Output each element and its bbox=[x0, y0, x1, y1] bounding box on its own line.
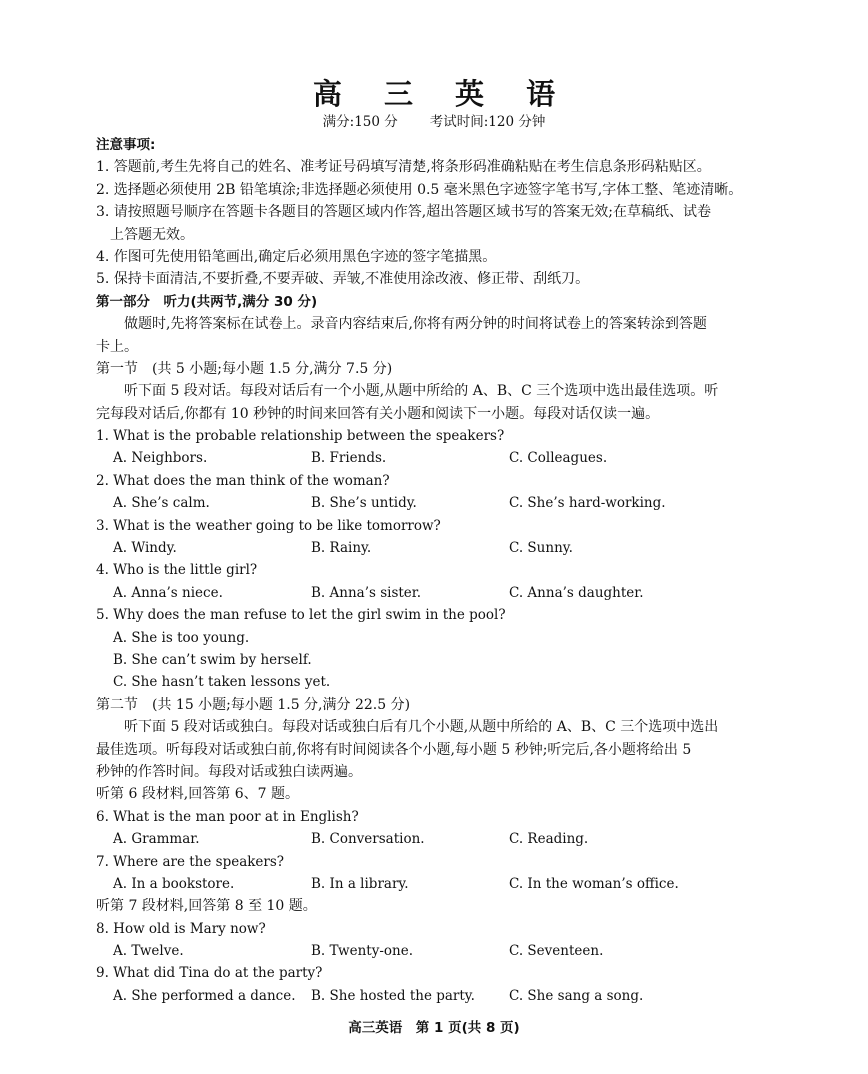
exam-time: 考试时间:120 分钟 bbox=[429, 114, 546, 130]
part1-intro: 做题时,先将答案标在试卷上。录音内容结束后,你将有两分钟的时间将试卷上的答案转涂到答题 bbox=[124, 316, 707, 333]
section2-intro: 秒钟的作答时间。每段对话或独白读两遍。 bbox=[96, 763, 362, 780]
option-c: C. Reading. bbox=[509, 831, 589, 848]
section2-intro: 最佳选项。听每段对话或独白前,你将有时间阅读各个小题,每小题 5 秒钟;听完后,各小题将给出 5 bbox=[96, 741, 692, 758]
option-c: C. She sang a song. bbox=[509, 987, 644, 1004]
exam-info bbox=[0, 110, 868, 130]
option-a: A. Anna’s niece. bbox=[113, 584, 223, 601]
option-c: C. Sunny. bbox=[509, 540, 573, 557]
question-stem: 7. Where are the speakers? bbox=[96, 853, 285, 870]
full-score: 满分:150 分 bbox=[322, 114, 398, 130]
option-a: A. She performed a dance. bbox=[113, 987, 296, 1004]
notice-item: 3. 请按照题号顺序在答题卡各题目的答题区域内作答,超出答题区域书写的答案无效;在草稿纸、试卷 bbox=[96, 204, 711, 221]
notice-item: 4. 作图可先使用铅笔画出,确定后必须用黑色字迹的签字笔描黑。 bbox=[96, 248, 497, 265]
question-stem: 1. What is the probable relationship between the speakers? bbox=[96, 428, 505, 445]
notice-item: 2. 选择题必须使用 2B 铅笔填涂;非选择题必须使用 0.5 毫米黑色字迹签字笔书写,字体工整、笔迹清晰。 bbox=[96, 181, 743, 198]
option-b: B. She can’t swim by herself. bbox=[113, 651, 312, 668]
question-stem: 9. What did Tina do at the party? bbox=[96, 965, 323, 982]
option-b: B. Friends. bbox=[311, 450, 387, 467]
option-b: B. In a library. bbox=[311, 875, 409, 892]
page-footer: 高三英语 第 1 页(共 8 页) bbox=[348, 1020, 520, 1036]
question-stem: 5. Why does the man refuse to let the girl swim in the pool? bbox=[96, 607, 506, 624]
question-options bbox=[96, 828, 786, 850]
question-stem: 8. How old is Mary now? bbox=[96, 920, 266, 937]
question-options bbox=[96, 447, 786, 469]
section1-intro: 听下面 5 段对话。每段对话后有一个小题,从题中所给的 A、B、C 三个选项中选出最佳选项。听 bbox=[124, 383, 719, 400]
option-a: A. Neighbors. bbox=[113, 450, 208, 467]
question-options bbox=[96, 940, 786, 962]
option-b: B. Anna’s sister. bbox=[311, 584, 422, 601]
question-options bbox=[96, 985, 786, 1007]
question-stem: 3. What is the weather going to be like tomorrow? bbox=[96, 517, 441, 534]
section2-intro: 听下面 5 段对话或独白。每段对话或独白后有几个小题,从题中所给的 A、B、C 三个选项中选出 bbox=[124, 719, 719, 736]
question-stem: 4. Who is the little girl? bbox=[96, 562, 258, 579]
part1-heading: 第一部分 听力(共两节,满分 30 分) bbox=[96, 293, 318, 310]
part1-intro: 卡上。 bbox=[96, 338, 138, 355]
option-c: C. Colleagues. bbox=[509, 450, 608, 467]
notice-item: 1. 答题前,考生先将自己的姓名、准考证号码填写清楚,将条形码准确粘贴在考生信息条形码粘贴区。 bbox=[96, 159, 711, 176]
material-instruction: 听第 6 段材料,回答第 6、7 题。 bbox=[96, 786, 299, 803]
notice-item: 5. 保持卡面清洁,不要折叠,不要弄破、弄皱,不准使用涂改液、修正带、刮纸刀。 bbox=[96, 271, 590, 288]
option-a: A. Windy. bbox=[113, 540, 177, 557]
material-instruction: 听第 7 段材料,回答第 8 至 10 题。 bbox=[96, 898, 317, 915]
option-a: A. In a bookstore. bbox=[113, 875, 235, 892]
option-b: B. She’s untidy. bbox=[311, 495, 417, 512]
option-a: A. Twelve. bbox=[113, 943, 184, 960]
option-b: B. She hosted the party. bbox=[311, 987, 475, 1004]
option-c: C. Anna’s daughter. bbox=[509, 584, 644, 601]
option-a: A. Grammar. bbox=[113, 831, 200, 848]
notice-item: 上答题无效。 bbox=[110, 226, 194, 243]
notice-heading: 注意事项: bbox=[96, 137, 156, 153]
option-c: C. In the woman’s office. bbox=[509, 875, 679, 892]
option-a: A. She is too young. bbox=[113, 629, 250, 646]
section1-heading: 第一节 (共 5 小题;每小题 1.5 分,满分 7.5 分) bbox=[96, 360, 393, 377]
question-options bbox=[96, 582, 786, 604]
question-options bbox=[96, 492, 786, 514]
option-a: A. She’s calm. bbox=[113, 495, 210, 512]
page-title: 高 三 英 语 bbox=[312, 77, 572, 111]
exam-content bbox=[96, 134, 786, 1007]
option-c: C. She’s hard-working. bbox=[509, 495, 666, 512]
option-c: C. She hasn’t taken lessons yet. bbox=[113, 674, 331, 691]
question-stem: 2. What does the man think of the woman? bbox=[96, 472, 390, 489]
question-stem: 6. What is the man poor at in English? bbox=[96, 808, 359, 825]
question-options bbox=[96, 537, 786, 559]
option-b: B. Twenty-one. bbox=[311, 943, 413, 960]
section1-intro: 完每段对话后,你都有 10 秒钟的时间来回答有关小题和阅读下一小题。每段对话仅读一遍。 bbox=[96, 405, 660, 422]
option-b: B. Rainy. bbox=[311, 540, 372, 557]
question-options bbox=[96, 873, 786, 895]
option-c: C. Seventeen. bbox=[509, 943, 604, 960]
section2-heading: 第二节 (共 15 小题;每小题 1.5 分,满分 22.5 分) bbox=[96, 696, 411, 713]
option-b: B. Conversation. bbox=[311, 831, 425, 848]
